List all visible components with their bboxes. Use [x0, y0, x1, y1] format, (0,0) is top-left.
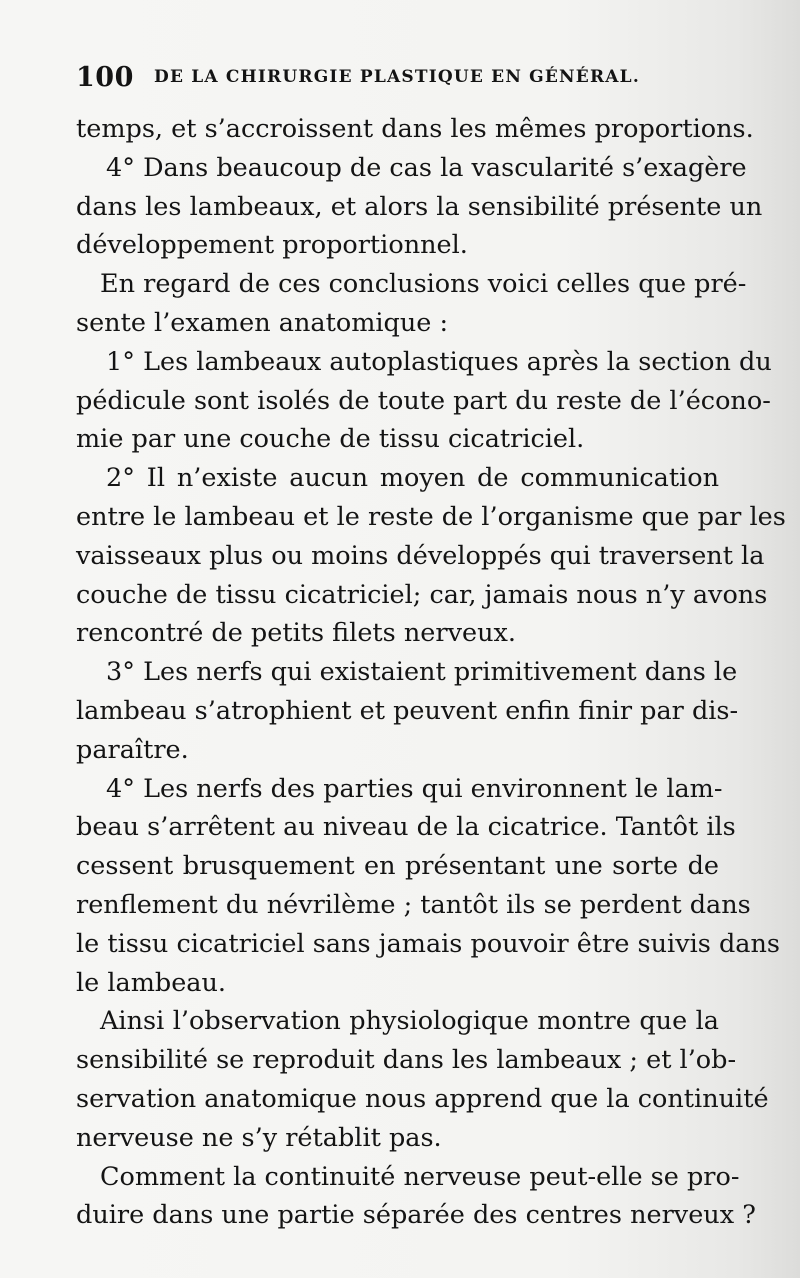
- text-line: 3° Les nerfs qui existaient primitivement dans le: [106, 657, 738, 688]
- text-line: duire dans une partie séparée des centres nerveux ?: [76, 1200, 756, 1231]
- text-line: sente l’examen anatomique :: [76, 307, 449, 338]
- text-line: servation anatomique nous apprend que la continuité: [76, 1083, 769, 1114]
- text-line: lambeau s’atrophient et peuvent enfin finir par dis-: [76, 695, 739, 726]
- text-line: le lambeau.: [76, 967, 227, 998]
- text-line: En regard de ces conclusions voici celles que pré-: [100, 269, 747, 300]
- text-line: temps, et s’accroissent dans les mêmes proportions.: [76, 114, 754, 144]
- text-line: nerveuse ne s’y rétablit pas.: [76, 1122, 442, 1153]
- text-line: 2° Il n’existe aucun moyen de communication: [106, 463, 719, 494]
- text-line: pédicule sont isolés de toute part du reste de l’écono-: [76, 385, 771, 416]
- text-line: renflement du névrilème ; tantôt ils se perdent dans: [76, 889, 751, 920]
- text-line: le tissu cicatriciel sans jamais pouvoir être suivis dans: [76, 928, 780, 959]
- text-line: rencontré de petits filets nerveux.: [76, 618, 516, 649]
- running-title: DE LA CHIRURGIE PLASTIQUE EN GÉNÉRAL.: [154, 67, 640, 87]
- text-line: dans les lambeaux, et alors la sensibilité présente un: [76, 191, 763, 222]
- text-line: entre le lambeau et le reste de l’organisme que par les: [76, 501, 786, 532]
- text-line: vaisseaux plus ou moins développés qui traversent la: [76, 540, 765, 571]
- text-line: couche de tissu cicatriciel; car, jamais nous n’y avons: [76, 579, 768, 610]
- text-line: mie par une couche de tissu cicatriciel.: [76, 424, 585, 455]
- text-line: beau s’arrêtent au niveau de la cicatrice. Tantôt ils: [76, 812, 736, 843]
- text-line: Ainsi l’observation physiologique montre que la: [100, 1006, 719, 1037]
- body-text: [76, 110, 786, 1235]
- text-line: 4° Les nerfs des parties qui environnent le lam-: [106, 773, 723, 804]
- text-line: 1° Les lambeaux autoplastiques après la section du: [106, 346, 772, 377]
- text-line: Comment la continuité nerveuse peut-elle se pro-: [100, 1161, 740, 1192]
- page-number: 100: [76, 62, 134, 93]
- text-line: paraître.: [76, 734, 189, 765]
- text-line: sensibilité se reproduit dans les lambeaux ; et l’ob-: [76, 1045, 737, 1076]
- page-header: [76, 62, 726, 96]
- text-line: développement proportionnel.: [76, 230, 468, 261]
- text-line: 4° Dans beaucoup de cas la vascularité s’exagère: [106, 152, 747, 183]
- text-line: cessent brusquement en présentant une sorte de: [76, 851, 719, 882]
